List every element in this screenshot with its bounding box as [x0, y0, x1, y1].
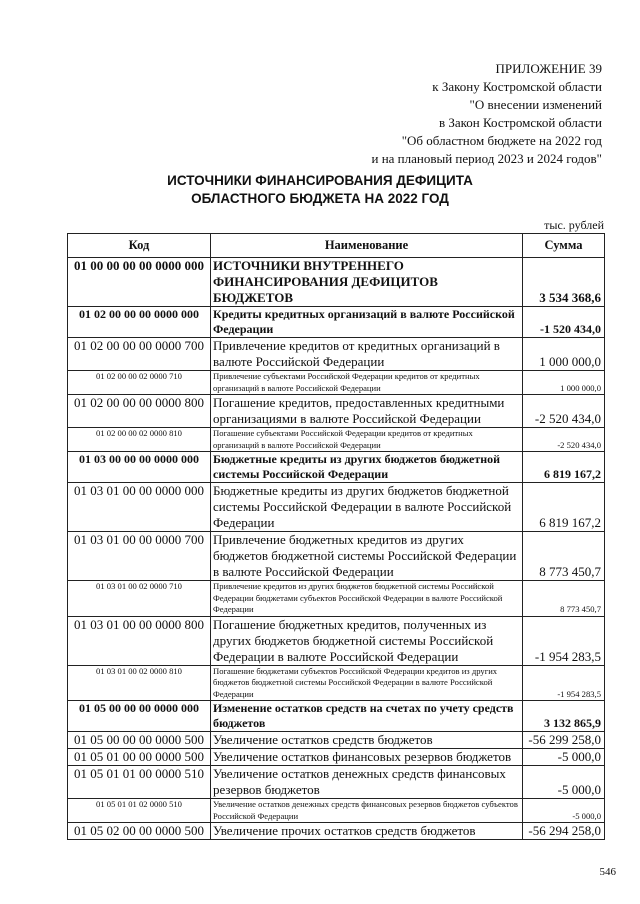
row-code: 01 03 01 00 02 0000 710: [68, 581, 211, 617]
table-row: [68, 338, 605, 371]
row-code: 01 02 00 00 00 0000 000: [68, 307, 211, 338]
row-code: 01 05 00 00 00 0000 000: [68, 701, 211, 732]
table-row: [68, 766, 605, 799]
header-code: Код: [68, 234, 211, 258]
row-name: Увеличение остатков средств бюджетов: [211, 732, 523, 749]
table-row: [68, 395, 605, 428]
page-number: 546: [599, 866, 616, 878]
row-sum: -1 520 434,0: [523, 307, 605, 338]
row-sum: 1 000 000,0: [523, 371, 605, 395]
annex-line: и на плановый период 2023 и 2024 годов": [371, 151, 602, 166]
row-sum: -56 299 258,0: [523, 732, 605, 749]
row-name: ИСТОЧНИКИ ВНУТРЕННЕГО ФИНАНСИРОВАНИЯ ДЕФИЦИТОВ БЮДЖЕТОВ: [211, 258, 523, 307]
table-row: [68, 616, 605, 665]
row-code: 01 02 00 00 00 0000 700: [68, 338, 211, 371]
annex-line: к Закону Костромской области: [432, 79, 602, 94]
table-header-row: [68, 234, 605, 258]
header-sum: Сумма: [523, 234, 605, 258]
table-row: [68, 258, 605, 307]
row-sum: -2 520 434,0: [523, 395, 605, 428]
row-name: Увеличение остатков денежных средств финансовых резервов бюджетов: [211, 766, 523, 799]
row-name: Бюджетные кредиты из других бюджетов бюджетной системы Российской Федерации в валюте Российской Федерации: [211, 483, 523, 532]
row-sum: -2 520 434,0: [523, 428, 605, 452]
row-name: Погашение субъектами Российской Федерации кредитов от кредитных организаций в валюте Российской Федерации: [211, 428, 523, 452]
row-sum: 8 773 450,7: [523, 532, 605, 581]
row-name: Погашение бюджетами субъектов Российской Федерации кредитов из других бюджетов бюджетной системы Российской Федерации в валюте Российской Федерации: [211, 665, 523, 701]
row-sum: 3 534 368,6: [523, 258, 605, 307]
row-code: 01 03 00 00 00 0000 000: [68, 452, 211, 483]
row-sum: -5 000,0: [523, 799, 605, 823]
row-code: 01 02 00 00 00 0000 800: [68, 395, 211, 428]
row-name: Привлечение кредитов из других бюджетов бюджетной системы Российской Федерации бюджетами субъектов Российской Федерации в валюте Российской Федерации: [211, 581, 523, 617]
row-code: 01 03 01 00 00 0000 000: [68, 483, 211, 532]
table-row: [68, 428, 605, 452]
row-sum: 1 000 000,0: [523, 338, 605, 371]
table-row: [68, 483, 605, 532]
document-title: [0, 172, 640, 208]
row-code: 01 00 00 00 00 0000 000: [68, 258, 211, 307]
row-code: 01 05 00 00 00 0000 500: [68, 732, 211, 749]
units-label: тыс. рублей: [544, 218, 604, 232]
table-row: [68, 732, 605, 749]
table-row: [68, 749, 605, 766]
row-sum: 3 132 865,9: [523, 701, 605, 732]
annex-line: в Закон Костромской области: [438, 115, 602, 130]
row-name: Привлечение субъектами Российской Федерации кредитов от кредитных организаций в валюте Российской Федерации: [211, 371, 523, 395]
table-row: [68, 371, 605, 395]
row-name: Погашение кредитов, предоставленных кредитными организациями в валюте Российской Федерации: [211, 395, 523, 428]
title-line-1: ИСТОЧНИКИ ФИНАНСИРОВАНИЯ ДЕФИЦИТА: [167, 173, 473, 188]
table-row: [68, 823, 605, 840]
row-sum: -1 954 283,5: [523, 616, 605, 665]
row-name: Привлечение кредитов от кредитных организаций в валюте Российской Федерации: [211, 338, 523, 371]
row-sum: 6 819 167,2: [523, 452, 605, 483]
financing-sources-table: [67, 233, 605, 840]
row-code: 01 05 02 00 00 0000 500: [68, 823, 211, 840]
row-name: Увеличение остатков денежных средств финансовых резервов бюджетов субъектов Российской Федерации: [211, 799, 523, 823]
row-sum: 6 819 167,2: [523, 483, 605, 532]
row-sum: -5 000,0: [523, 749, 605, 766]
row-sum: -56 294 258,0: [523, 823, 605, 840]
row-name: Погашение бюджетных кредитов, полученных из других бюджетов бюджетной системы Российской Федерации в валюте Российской Федерации: [211, 616, 523, 665]
annex-line: ПРИЛОЖЕНИЕ 39: [495, 61, 602, 76]
row-code: 01 02 00 00 02 0000 810: [68, 428, 211, 452]
table-row: [68, 307, 605, 338]
row-name: Кредиты кредитных организаций в валюте Российской Федерации: [211, 307, 523, 338]
header-name: Наименование: [211, 234, 523, 258]
annex-heading: [272, 60, 602, 168]
row-code: 01 05 01 01 00 0000 510: [68, 766, 211, 799]
row-name: Изменение остатков средств на счетах по учету средств бюджетов: [211, 701, 523, 732]
annex-line: "Об областном бюджете на 2022 год: [401, 133, 602, 148]
row-name: Увеличение остатков финансовых резервов бюджетов: [211, 749, 523, 766]
row-code: 01 03 01 00 00 0000 700: [68, 532, 211, 581]
title-line-2: ОБЛАСТНОГО БЮДЖЕТА НА 2022 ГОД: [191, 191, 449, 206]
table-row: [68, 452, 605, 483]
table-row: [68, 532, 605, 581]
row-sum: 8 773 450,7: [523, 581, 605, 617]
row-code: 01 05 01 00 00 0000 500: [68, 749, 211, 766]
row-name: Привлечение бюджетных кредитов из других бюджетов бюджетной системы Российской Федерации в валюте Российской Федерации: [211, 532, 523, 581]
row-code: 01 03 01 00 00 0000 800: [68, 616, 211, 665]
table-row: [68, 581, 605, 617]
table-row: [68, 799, 605, 823]
row-code: 01 02 00 00 02 0000 710: [68, 371, 211, 395]
row-code: 01 05 01 01 02 0000 510: [68, 799, 211, 823]
row-name: Бюджетные кредиты из других бюджетов бюджетной системы Российской Федерации: [211, 452, 523, 483]
table-row: [68, 665, 605, 701]
row-code: 01 03 01 00 02 0000 810: [68, 665, 211, 701]
row-sum: -5 000,0: [523, 766, 605, 799]
annex-line: "О внесении изменений: [469, 97, 602, 112]
row-name: Увеличение прочих остатков средств бюджетов: [211, 823, 523, 840]
row-sum: -1 954 283,5: [523, 665, 605, 701]
table-row: [68, 701, 605, 732]
